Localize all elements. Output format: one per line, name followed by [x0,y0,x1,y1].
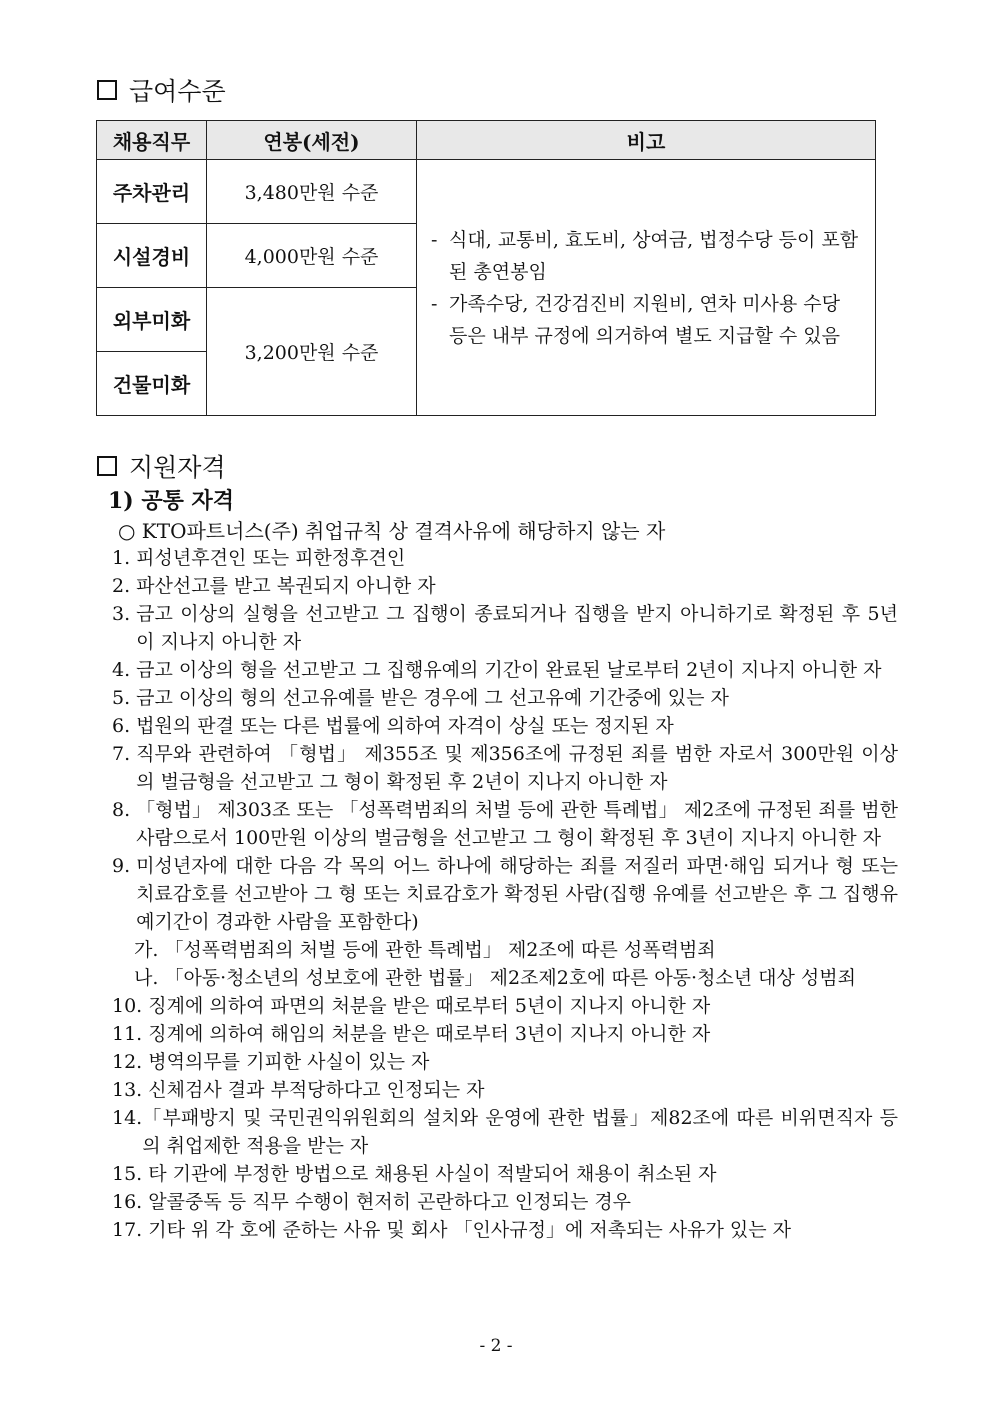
pay-section-title [97,72,226,108]
qual-item-text: 타 기관에 부정한 방법으로 채용된 사실이 적발되어 채용이 취소된 자 [148,1163,717,1185]
qual-subitem [112,936,898,964]
note-text: 식대, 교통비, 효도비, 상여금, 법정수당 등이 포함된 총연봉임 [449,228,859,283]
qual-item-number: 가. [134,939,165,961]
job-cell: 외부미화 [97,288,207,352]
qual-item-number: 6. [112,715,137,737]
page-number: - 2 - [479,1336,513,1356]
qual-intro: ○ KTO파트너스(주) 취업규칙 상 결격사유에 해당하지 않는 자 [118,519,666,543]
qual-item-number: 9. [112,855,137,877]
qual-item [112,1188,898,1216]
qual-item-number: 4. [112,659,137,681]
checkbox-square-icon [97,80,117,100]
note-dash: - [431,228,438,251]
qual-item-number: 15. [112,1163,149,1185]
qual-item-text: 미성년자에 대한 다음 각 목의 어느 하나에 해당하는 죄를 저질러 파면·해임 되거나 형 또는 치료감호를 선고받아 그 형 또는 치료감호가 확정된 사람(집행 유예를 선고받은 후 그 집행유예기간이 경과한 사람을 포함한다) [136,855,898,933]
pay-table [96,120,876,416]
qual-item-number: 16. [112,1191,149,1213]
job-cell: 건물미화 [97,352,207,416]
qual-item-text: 금고 이상의 실형을 선고받고 그 집행이 종료되거나 집행을 받지 아니하기로 확정된 후 5년이 지나지 아니한 자 [136,603,898,653]
qual-item [112,656,898,684]
checkbox-square-icon [97,456,117,476]
qual-item-text: 직무와 관련하여 「형법」 제355조 및 제356조에 규정된 죄를 범한 자로서 300만원 이상의 벌금형을 선고받고 그 형이 확정된 후 2년이 지나지 아니한 자 [136,743,898,793]
note-cell [417,160,876,416]
note-dash: - [431,292,438,315]
salary-cell: 3,480만원 수준 [207,160,417,224]
qual-item-number: 3. [112,603,137,625]
qual-section-title [97,448,226,484]
qual-item-number: 10. [112,995,149,1017]
qual-item [112,572,898,600]
qual-item [112,1076,898,1104]
qual-subitem [112,964,898,992]
qual-item [112,852,898,936]
qual-item [112,796,898,852]
pay-section-title-text: 급여수준 [129,77,226,106]
qual-item-text: 금고 이상의 형을 선고받고 그 집행유예의 기간이 완료된 날로부터 2년이 지나지 아니한 자 [136,659,882,681]
job-cell: 주차관리 [97,160,207,224]
qual-item [112,712,898,740]
qual-item-text: 「부패방지 및 국민권익위원회의 설치와 운영에 관한 법률」제82조에 따른 비위면직자 등의 취업제한 적용을 받는 자 [142,1107,898,1157]
qual-item-text: 피성년후견인 또는 피한정후견인 [136,547,406,569]
header-note: 비고 [417,121,876,160]
qual-item [112,1048,898,1076]
qual-item-text: 법원의 판결 또는 다른 법률에 의하여 자격이 상실 또는 정지된 자 [136,715,674,737]
qual-item-number: 5. [112,687,137,709]
job-cell: 시설경비 [97,224,207,288]
qual-item [112,684,898,712]
qual-item-text: 징계에 의하여 해임의 처분을 받은 때로부터 3년이 지나지 아니한 자 [148,1023,711,1045]
qual-item [112,1104,898,1160]
qual-item-text: 징계에 의하여 파면의 처분을 받은 때로부터 5년이 지나지 아니한 자 [148,995,711,1017]
note-item [431,288,861,352]
salary-cell: 4,000만원 수준 [207,224,417,288]
qual-item-text: 「형법」 제303조 또는 「성폭력범죄의 처벌 등에 관한 특례법」 제2조에 규정된 죄를 범한 사람으로서 100만원 이상의 벌금형을 선고받고 그 형이 확정된 후 3년이 지나지 아니한 자 [136,799,898,849]
header-job: 채용직무 [97,121,207,160]
qual-item-number: 2. [112,575,137,597]
qual-item-number: 7. [112,743,137,765]
qual-item-number: 11. [112,1023,149,1045]
qual-item-number: 14. [112,1107,143,1129]
qual-item [112,600,898,656]
qual-item-number: 8. [112,799,137,821]
qual-item [112,740,898,796]
note-item [431,224,861,288]
qual-item-text: 「성폭력범죄의 처벌 등에 관한 특례법」 제2조에 따른 성폭력범죄 [164,939,716,961]
header-salary: 연봉(세전) [207,121,417,160]
qual-item-text: 알콜중독 등 직무 수행이 현저히 곤란하다고 인정되는 경우 [148,1191,632,1213]
qual-item-text: 「아동·청소년의 성보호에 관한 법률」 제2조제2호에 따른 아동·청소년 대상 성범죄 [164,967,856,989]
qual-item-number: 1. [112,547,137,569]
qual-item-text: 신체검사 결과 부적당하다고 인정되는 자 [148,1079,485,1101]
qual-section-title-text: 지원자격 [129,453,226,482]
qual-item-number: 12. [112,1051,149,1073]
qual-item [112,1160,898,1188]
qual-item-number: 13. [112,1079,149,1101]
qual-item-number: 17. [112,1219,149,1241]
qual-item [112,1216,898,1244]
common-qual-subtitle: 1) 공통 자격 [108,488,235,514]
qual-list [112,544,898,1244]
salary-cell: 3,200만원 수준 [207,288,417,416]
qual-item-number: 나. [134,967,165,989]
qual-item-text: 금고 이상의 형의 선고유예를 받은 경우에 그 선고유예 기간중에 있는 자 [136,687,729,709]
qual-item [112,1020,898,1048]
table-header-row [97,121,876,160]
qual-item-text: 파산선고를 받고 복권되지 아니한 자 [136,575,436,597]
note-text: 가족수당, 건강검진비 지원비, 연차 미사용 수당 등은 내부 규정에 의거하여 별도 지급할 수 있음 [449,292,841,347]
table-row [97,160,876,224]
qual-item [112,992,898,1020]
qual-item-text: 기타 위 각 호에 준하는 사유 및 회사 「인사규정」에 저촉되는 사유가 있는 자 [148,1219,792,1241]
qual-item [112,544,898,572]
qual-item-text: 병역의무를 기피한 사실이 있는 자 [148,1051,430,1073]
